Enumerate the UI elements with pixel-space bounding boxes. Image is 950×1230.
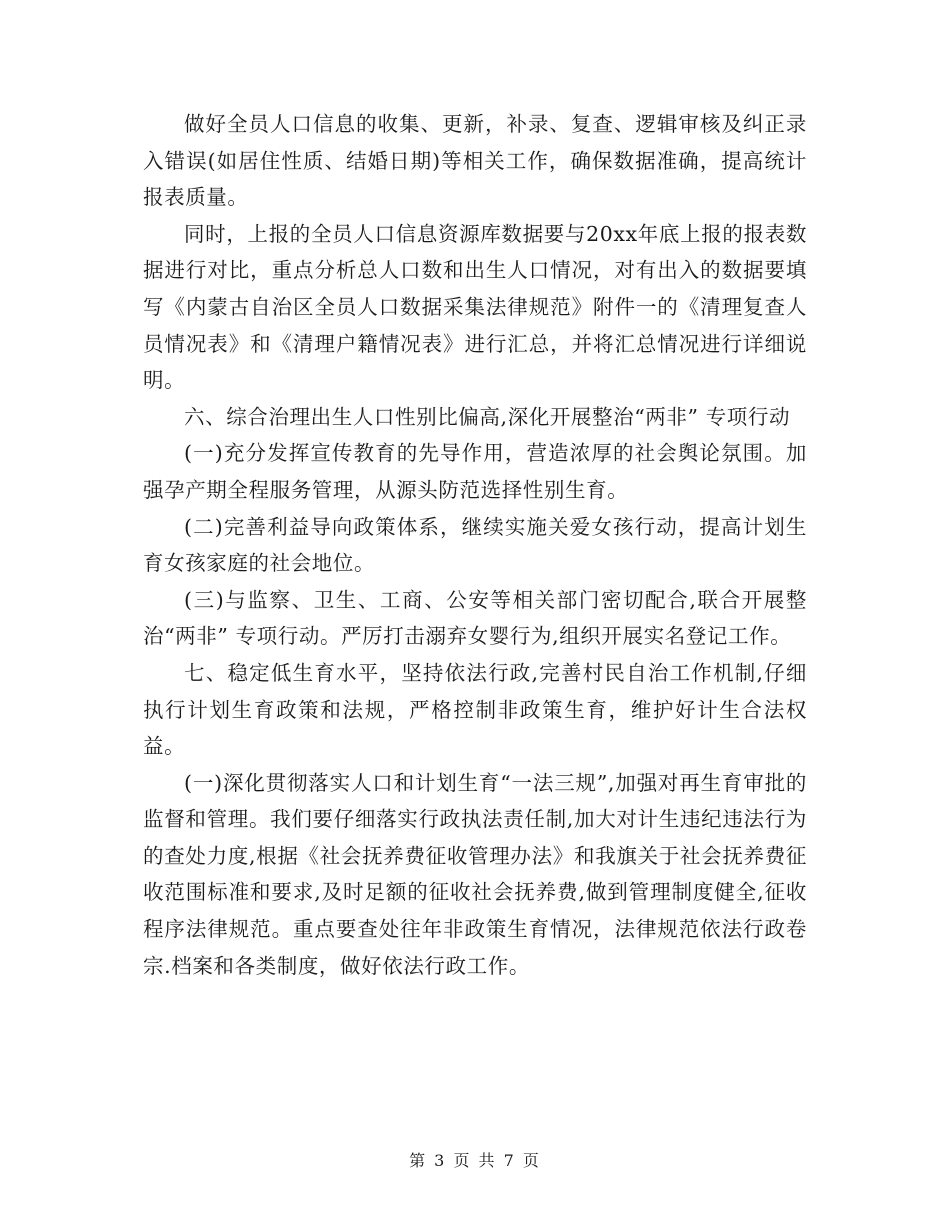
paragraph-item-7-1: (一)深化贯彻落实人口和计划生育“一法三规”,加强对再生育审批的监督和管理。我们要仔细落实行政执法责任制,加大对计生违纪违法行为的查处力度,根据《社会抚养费征收管理办法》和我旗关于社会抚养费征收范围标准和要求,及时足额的征收社会抚养费,做到管理制度健全,征收程序法律规范。重点要查处往年非政策生育情况，法律规范依法行政卷宗.档案和各类制度，做好依法行政工作。 [143, 770, 807, 978]
paragraph-item-6-2: (二)完善利益导向政策体系，继续实施关爱女孩行动，提高计划生育女孩家庭的社会地位。 [143, 514, 807, 576]
paragraph-item-6-1: (一)充分发挥宣传教育的先导作用，营造浓厚的社会舆论氛围。加强孕产期全程服务管理，从源头防范选择性别生育。 [143, 441, 807, 502]
paragraph-data-comparison: 同时，上报的全员人口信息资源库数据要与20xx年底上报的报表数据进行对比，重点分析总人口数和出生人口情况，对有出入的数据要填写《内蒙古自治区全员人口数据采集法律规范》附件一的《清理复查人员情况表》和《清理户籍情况表》进行汇总，并将汇总情况进行详细说明。 [143, 221, 807, 393]
document-body [143, 106, 807, 984]
paragraph-item-6-3: (三)与监察、卫生、工商、公安等相关部门密切配合,联合开展整治“两非” 专项行动。严厉打击溺弃女婴行为,组织开展实名登记工作。 [143, 587, 807, 649]
section-heading-six: 六、综合治理出生人口性别比偏高,深化开展整治“两非” 专项行动 [184, 404, 791, 429]
page-number-footer: 第 3 页 共 7 页 [409, 1151, 541, 1170]
section-heading-seven: 七、稳定低生育水平，坚持依法行政,完善村民自治工作机制,仔细执行计划生育政策和法规，严格控制非政策生育，维护好计生合法权益。 [143, 660, 807, 759]
paragraph-data-collection: 做好全员人口信息的收集、更新，补录、复查、逻辑审核及纠正录入错误(如居住性质、结婚日期)等相关工作，确保数据准确，提高统计报表质量。 [143, 112, 807, 210]
